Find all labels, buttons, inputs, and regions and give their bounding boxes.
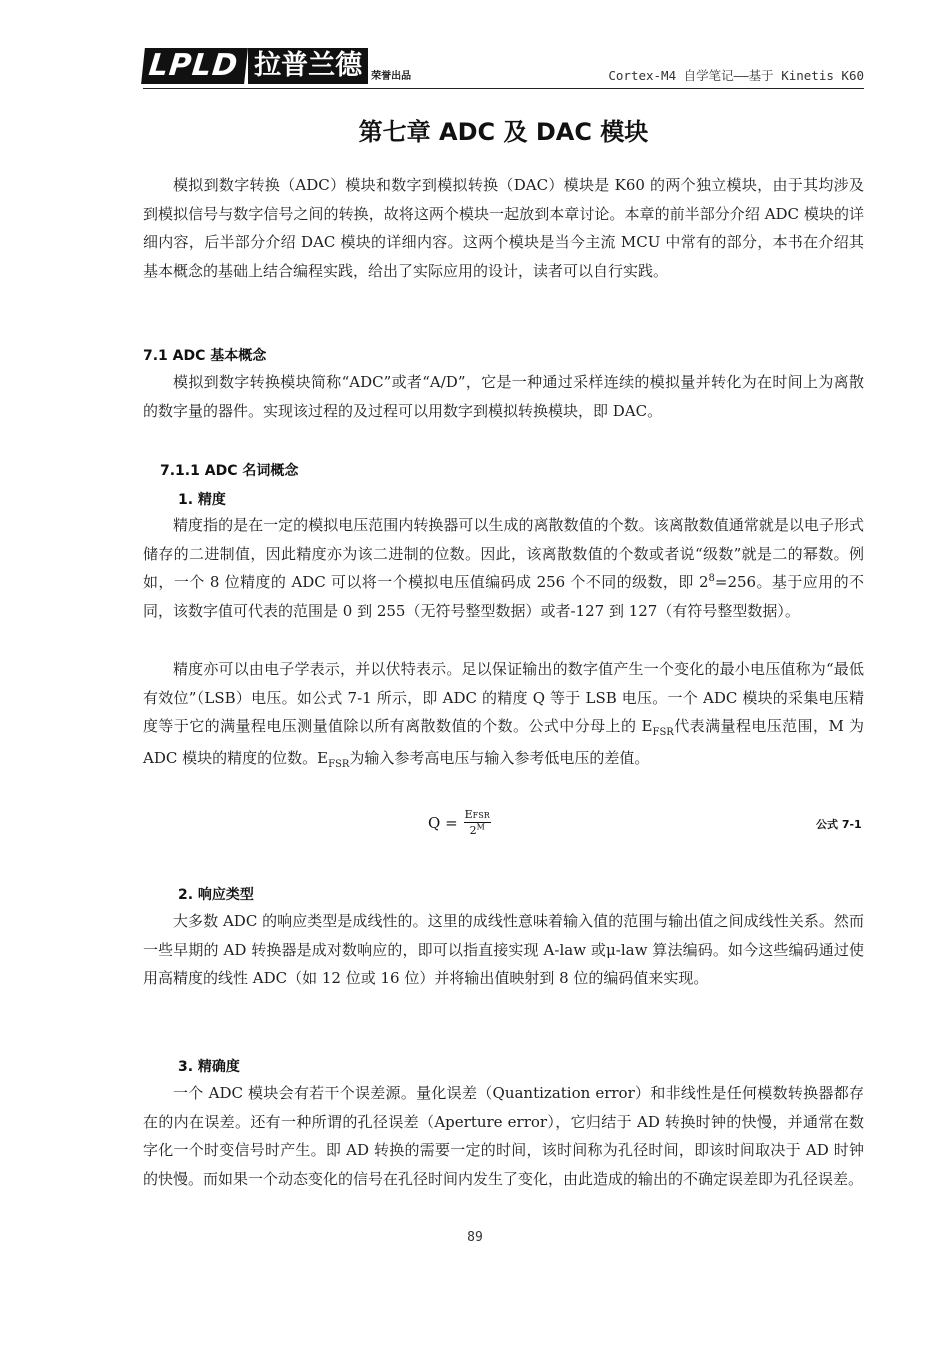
precision-heading: 1. 精度 [178,492,226,508]
precision-p1-text-a: 精度指的是在一定的模拟电压范围内转换器可以生成的离散数值的个数。该离散数值通常就是以电子形式储存的二进制值，因此精度亦为该二进制的位数。因此，该离散数值的个数或者说“级数”就是二的幂数。例如，一个 8 位精度的 ADC 可以将一个模拟电压值编码成 256 个不同的级数，即 2 [143,516,864,592]
response-heading: 2. 响应类型 [178,887,254,903]
subscript-fsr: FSR [652,727,674,739]
formula-label: 公式 7-1 [816,818,862,831]
precision-paragraph-2 [143,655,864,776]
formula-7-1 [428,808,491,837]
chapter-title: 第七章 ADC 及 DAC 模块 [358,118,649,146]
numerator-subscript: FSR [472,811,490,820]
formula-numerator [464,808,491,823]
precision-p1-text-b: =256。基于应用的不同，该数字值可代表的范围是 0 到 255（无符号整型数据）或者-127 到 127（有符号整型数据）。 [143,573,865,621]
page-header [143,46,864,89]
section-7-1-paragraph: 模拟到数字转换模块简称“ADC”或者“A/D”，它是一种通过采样连续的模拟量并转化为在时间上为离散的数字量的器件。实现该过程的及过程可以用数字到模拟转换模块，即 DAC。 [143,373,864,420]
precision-p2-text-c: 为输入参考高电压与输入参考低电压的差值。 [349,749,650,768]
page-number: 89 [467,1230,483,1245]
subscript-fsr: FSR [328,759,350,771]
logo-cn-text: 拉普兰德 [248,48,368,84]
precision-paragraph-1 [143,511,864,626]
formula-fraction [464,808,491,837]
running-header-title: Cortex-M4 自学笔记——基于 Kinetis K60 [608,68,864,83]
formula-denominator [470,823,485,837]
accuracy-heading: 3. 精确度 [178,1059,240,1075]
response-paragraph: 大多数 ADC 的响应类型是成线性的。这里的成线性意味着输入值的范围与输出值之间成线性关系。然而一些早期的 AD 转换器是成对数响应的，即可以指直接实现 A-law 或μ-law 算法编码。如今这些编码通过使用高精度的线性 ADC（如 12 位或 16 位）并将输出值映射到 8 位的编码值来实现。 [143,912,864,988]
section-7-1-1-heading: 7.1.1 ADC 名词概念 [160,463,299,479]
denominator-base: 2 [469,824,477,837]
intro-paragraph: 模拟到数字转换（ADC）模块和数字到模拟转换（DAC）模块是 K60 的两个独立模块，由于其均涉及到模拟信号与数字信号之间的转换，故将这两个模块一起放到本章讨论。本章的前半部分介绍 ADC 模块的详细内容，后半部分介绍 DAC 模块的详细内容。这两个模块是当今主流 MCU 中常有的部分，本书在介绍其基本概念的基础上结合编程实践，给出了实际应用的设计，读者可以自行实践。 [143,176,864,281]
formula-lhs: Q = [428,813,458,832]
denominator-exponent: M [476,822,485,832]
logo-subtitle: 荣誉出品 [371,71,412,82]
logo-lpld-text: LPLD [141,48,248,84]
precision-p2-text-b: 代表满量程电压范围，M 为 ADC 模块的精度的位数。E [143,717,864,768]
section-7-1-heading: 7.1 ADC 基本概念 [143,348,267,364]
lpld-logo [143,48,411,84]
superscript-8: 8 [708,573,715,585]
precision-p2-text-a: 精度亦可以由电子学表示，并以伏特表示。足以保证输出的数字值产生一个变化的最小电压值称为“最低有效位”（LSB）电压。如公式 7-1 所示，即 ADC 的精度 Q 等于 LSB 电压。一个 ADC 模块的采集电压精度等于它的满量程电压测量值除以所有离散数值的个数。公式中分母上的 E [143,660,864,736]
accuracy-paragraph: 一个 ADC 模块会有若干个误差源。量化误差（Quantization error）和非线性是任何模数转换器都存在的内在误差。还有一种所谓的孔径误差（Aperture error），它归结于 AD 转换时钟的快慢，并通常在数字化一个时变信号时产生。即 AD 转换的需要一定的时间，该时间称为孔径时间，即该时间取决于 AD 时钟的快慢。而如果一个动态变化的信号在孔径时间内发生了变化，由此造成的输出的不确定误差即为孔径误差。 [143,1084,864,1189]
numerator-e: E [464,808,473,821]
